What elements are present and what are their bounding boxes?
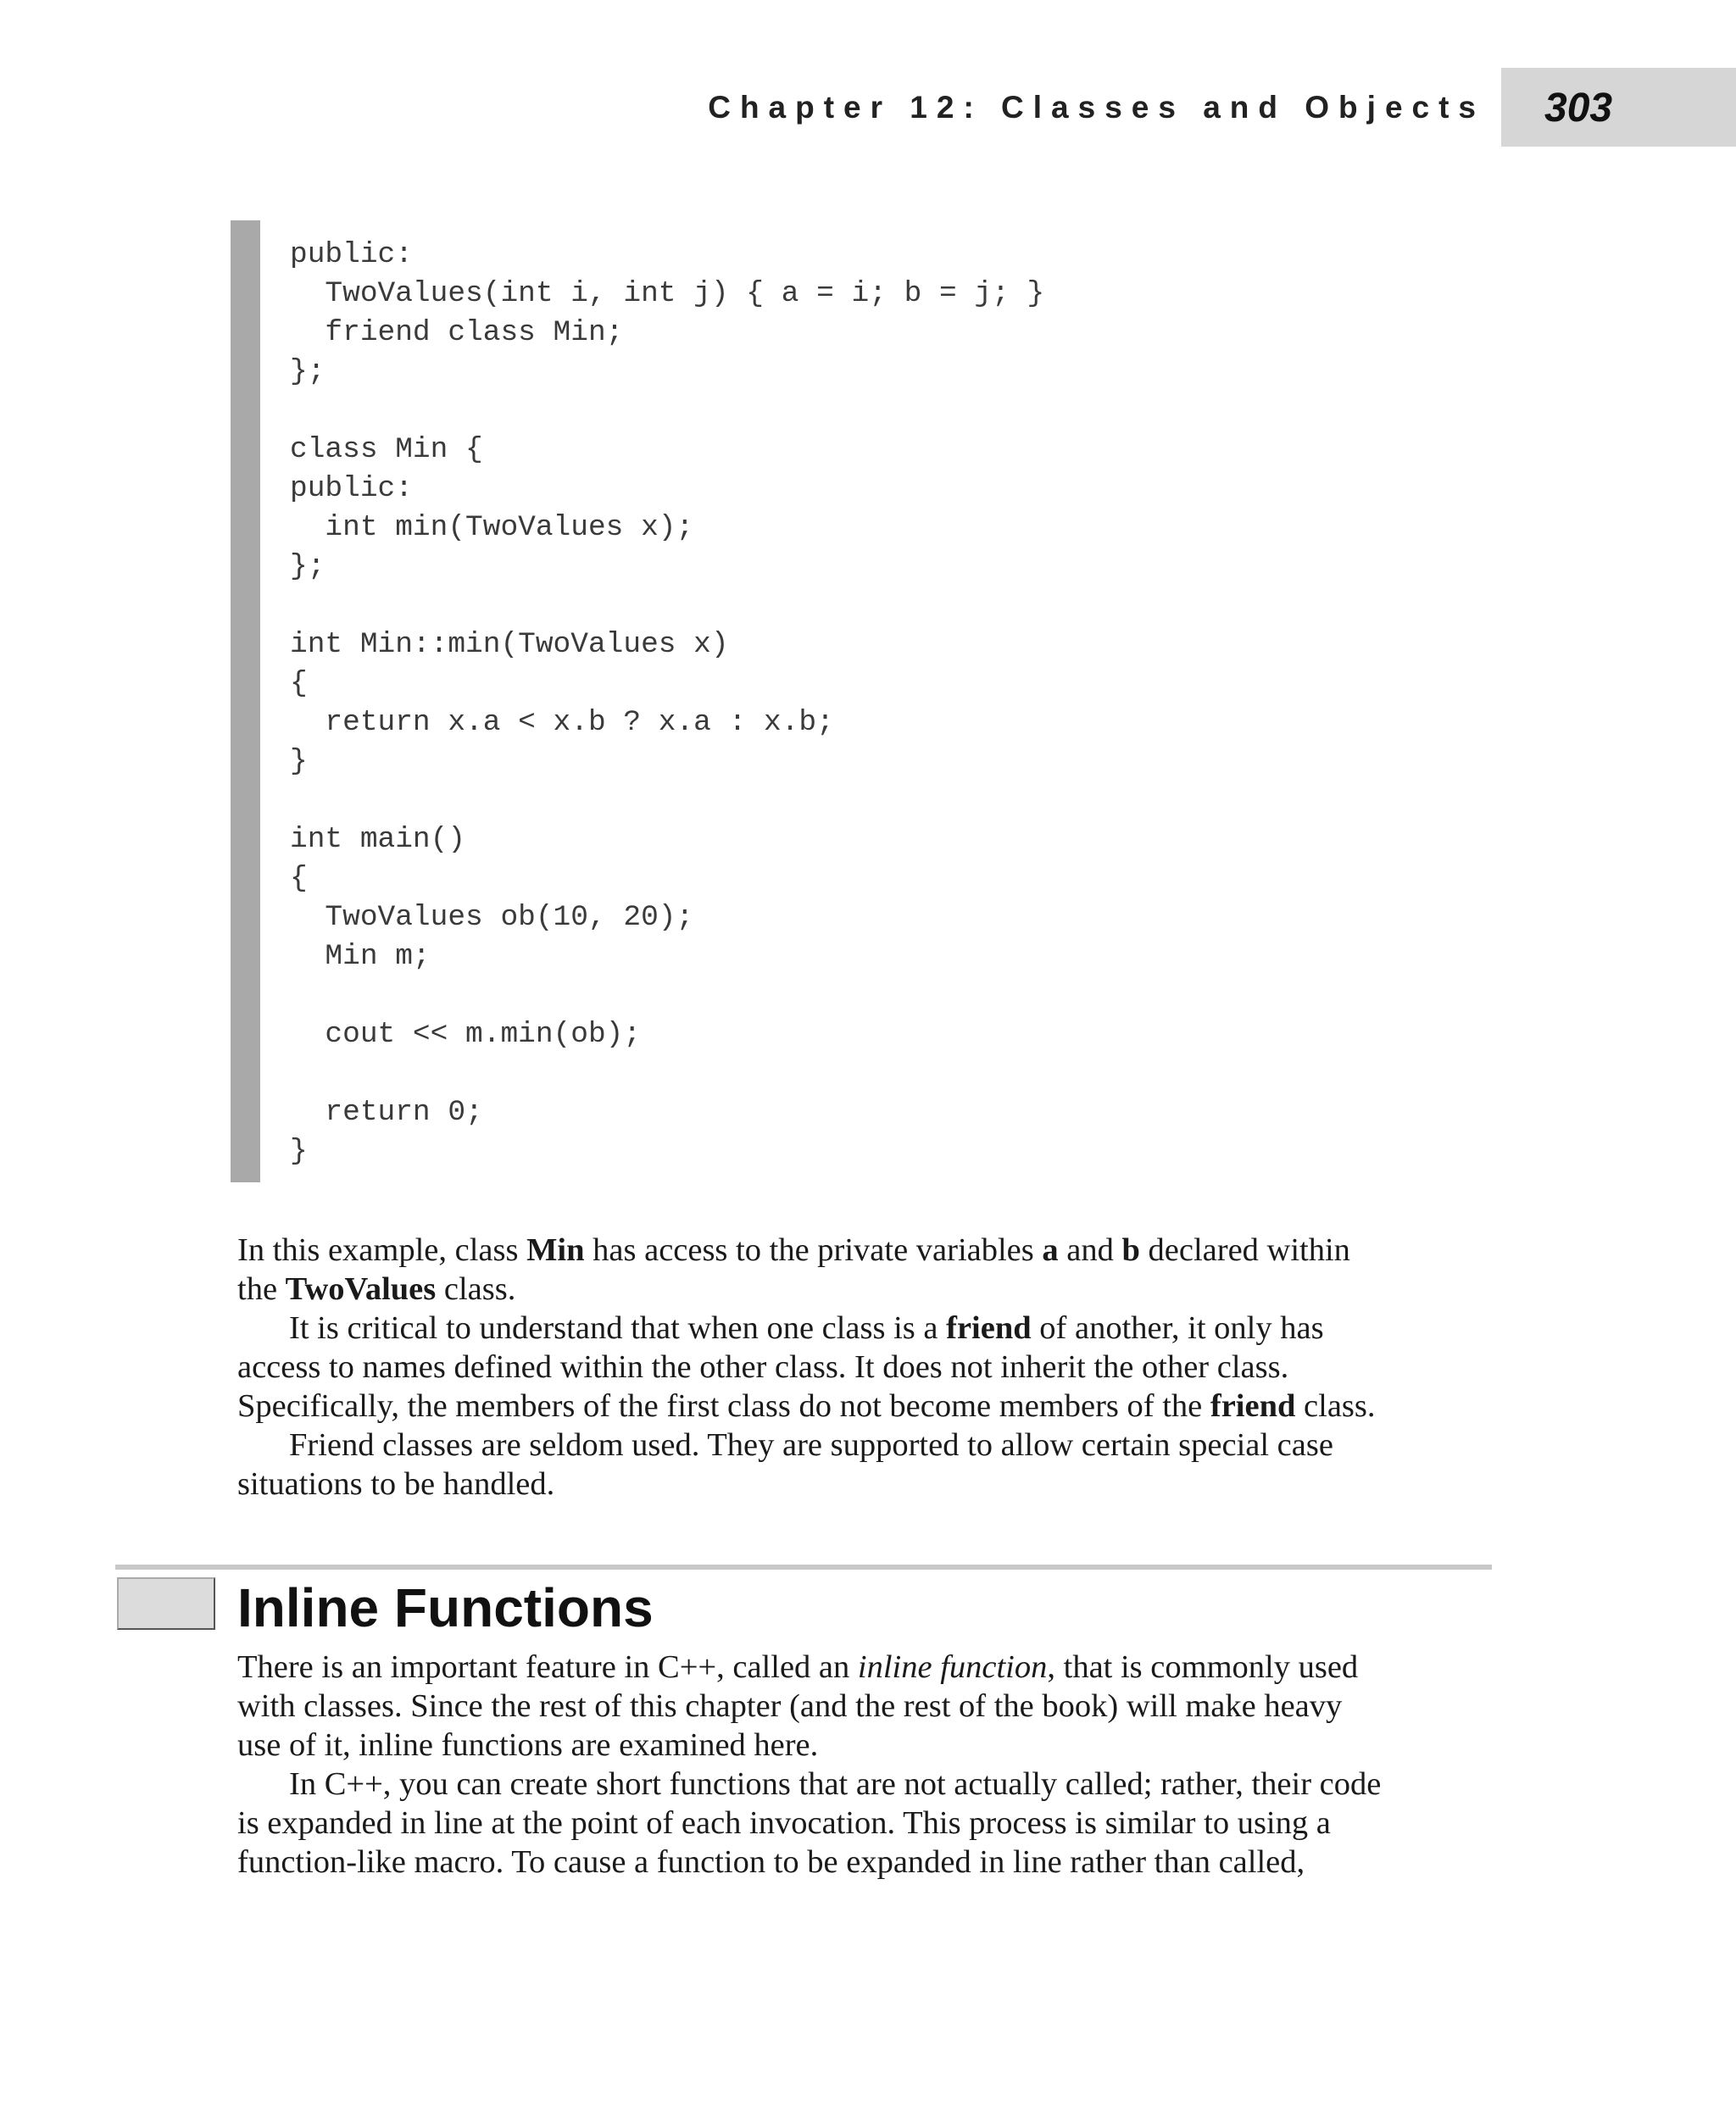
- code-term: a: [1042, 1232, 1059, 1268]
- text-run: class.: [436, 1271, 516, 1307]
- text-run: the: [237, 1271, 286, 1307]
- text-run: of another, it only has: [1031, 1310, 1324, 1346]
- text-run: There is an important feature in C++, called an: [237, 1649, 858, 1685]
- paragraph: [237, 1648, 1492, 1687]
- paragraph-line: is expanded in line at the point of each invocation. This process is similar to using a: [237, 1805, 1331, 1841]
- code-line: public:: [290, 238, 413, 271]
- code-line: };: [290, 355, 326, 388]
- code-line: class Min {: [290, 433, 483, 466]
- code-line: [290, 392, 1044, 431]
- code-line: Min m;: [290, 940, 431, 973]
- code-line: TwoValues(int i, int j) { a = i; b = j; }: [290, 277, 1045, 310]
- paragraph-line: with classes. Since the rest of this chapter (and the rest of the book) will make heavy: [237, 1688, 1343, 1724]
- code-line: {: [290, 862, 308, 895]
- text-run: , that is commonly used: [1047, 1649, 1359, 1685]
- code-line: [290, 781, 1044, 820]
- code-line: return x.a < x.b ? x.a : x.b;: [290, 706, 834, 739]
- code-line: }: [290, 1135, 308, 1168]
- heading-marker-box: [117, 1577, 215, 1630]
- code-line: friend class Min;: [290, 316, 624, 349]
- running-head: Chapter 12: Classes and Objects: [708, 90, 1485, 125]
- section-heading: Inline Functions: [237, 1577, 654, 1638]
- text-run: Specifically, the members of the first class do not become members of the: [237, 1388, 1210, 1424]
- code-term: TwoValues: [285, 1271, 437, 1307]
- code-line: [290, 1054, 1044, 1093]
- code-line: cout << m.min(ob);: [290, 1018, 642, 1051]
- text-run: class.: [1295, 1388, 1376, 1424]
- text-run: has access to the private variables: [584, 1232, 1043, 1268]
- code-term: friend: [946, 1310, 1032, 1346]
- code-listing: [290, 236, 1044, 1171]
- code-listing-bar: [231, 220, 260, 1182]
- text-run: It is critical to understand that when one class is a: [289, 1310, 947, 1346]
- italic-term: inline function: [857, 1649, 1048, 1685]
- code-term: Min: [526, 1232, 585, 1268]
- code-line: int main(): [290, 823, 466, 856]
- text-run: declared within: [1139, 1232, 1350, 1268]
- code-line: int Min::min(TwoValues x): [290, 628, 729, 661]
- body-text: [237, 1231, 1492, 1504]
- page-number-tab: [1501, 68, 1736, 147]
- code-line: TwoValues ob(10, 20);: [290, 901, 694, 934]
- paragraph: In C++, you can create short functions that are not actually called; rather, their code: [289, 1766, 1382, 1802]
- paragraph-line: [237, 1387, 1492, 1426]
- code-line: [290, 587, 1044, 625]
- code-term: friend: [1210, 1388, 1296, 1424]
- paragraph-line: function-like macro. To cause a function to be expanded in line rather than called,: [237, 1844, 1305, 1880]
- code-line: int min(TwoValues x);: [290, 511, 694, 544]
- code-line: [290, 976, 1044, 1015]
- text-run: and: [1058, 1232, 1122, 1268]
- section-body-text: [237, 1648, 1492, 1882]
- paragraph: Friend classes are seldom used. They are supported to allow certain special case: [289, 1427, 1333, 1463]
- paragraph-line: [237, 1270, 1492, 1309]
- paragraph-line: use of it, inline functions are examined here.: [237, 1727, 819, 1763]
- text-run: In this example, class: [237, 1232, 527, 1268]
- code-line: }: [290, 745, 308, 778]
- code-line: return 0;: [290, 1096, 483, 1129]
- code-term: b: [1121, 1232, 1140, 1268]
- paragraph-line: access to names defined within the other class. It does not inherit the other class.: [237, 1349, 1289, 1385]
- paragraph-line: situations to be handled.: [237, 1466, 555, 1502]
- code-line: public:: [290, 472, 413, 505]
- section-rule: [115, 1565, 1492, 1570]
- paragraph: [237, 1309, 1492, 1348]
- code-line: {: [290, 667, 308, 700]
- code-line: };: [290, 550, 326, 583]
- page-number: 303: [1544, 86, 1613, 131]
- paragraph: [237, 1231, 1492, 1270]
